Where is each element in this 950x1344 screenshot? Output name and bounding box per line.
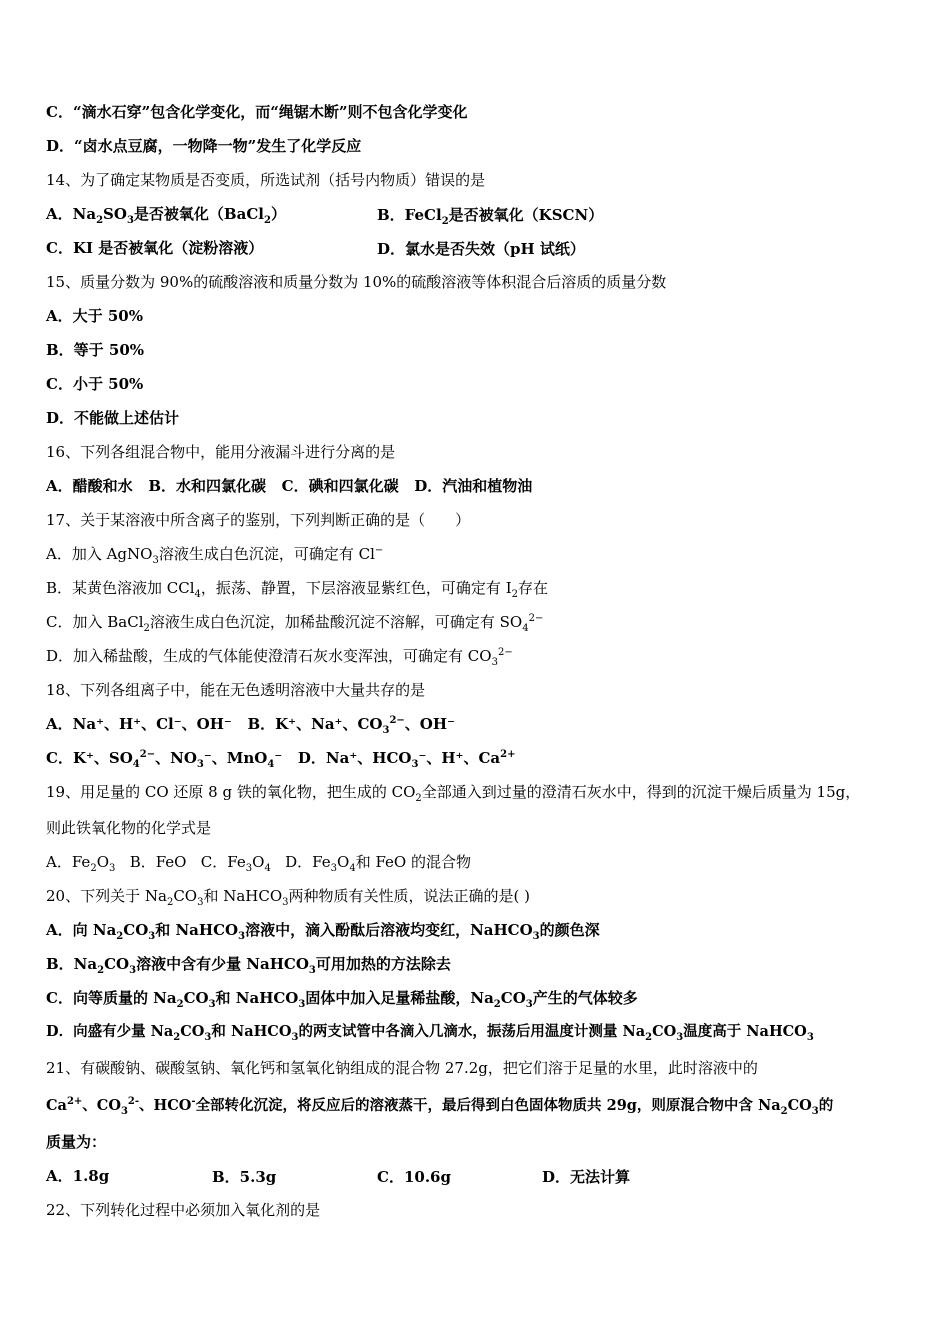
q15-option-a: A．大于 50% bbox=[46, 307, 143, 325]
q18-option-b: B．K⁺、Na⁺、$CO_3^{2-}$、OH⁻ bbox=[247, 715, 455, 736]
q19-stem-line2: 则此铁氧化物的化学式是 bbox=[46, 819, 212, 837]
q16-option-b: B．水和四氯化碳 bbox=[148, 477, 266, 495]
q15-stem: 15、质量分数为 90%的硫酸溶液和质量分数为 10%的硫酸溶液等体积混合后溶质的质量分数 bbox=[46, 273, 667, 291]
q14-stem: 14、为了确定某物质是否变质，所选试剂（括号内物质）错误的是 bbox=[46, 171, 486, 189]
q17-option-a: A．加入 AgNO$_3$溶液生成白色沉淀，可确定有 Cl− bbox=[46, 545, 384, 566]
q18-option-d: D．Na⁺、$HCO_3^-$、H⁺、$Ca^{2+}$ bbox=[297, 749, 516, 770]
q15-option-d: D．不能做上述估计 bbox=[46, 409, 180, 427]
q20-option-b: B．$Na_2CO_3$溶液中含有少量 NaHCO$_3$可用加热的方法除去 bbox=[46, 955, 451, 976]
q20-option-d: D．向盛有少量 $Na_2CO_3$和 NaHCO$_3$的两支试管中各滴入几滴水，振荡后用温度计测量 $Na_2CO_3$温度高于 NaHCO$_3$ bbox=[46, 1023, 814, 1043]
q20-option-a: A．向 $Na_2CO_3$和 NaHCO$_3$溶液中，滴入酚酞后溶液均变红，NaHCO$_3$的颜色深 bbox=[46, 921, 600, 942]
q14-option-b: B．FeCl$_2$是否被氧化（KSCN） bbox=[377, 206, 604, 227]
q17-option-d: D．加入稀盐酸，生成的气体能使澄清石灰水变浑浊，可确定有 $CO_3^{2-}$ bbox=[46, 647, 513, 668]
q16-option-d: D．汽油和植物油 bbox=[414, 477, 533, 495]
q16-options bbox=[46, 476, 532, 496]
q21-stem-line1: 21、有碳酸钠、碳酸氢钠、氧化钙和氢氧化钠组成的混合物 27.2g，把它们溶于足量的水里，此时溶液中的 bbox=[46, 1059, 758, 1077]
q15-option-c: C．小于 50% bbox=[46, 375, 144, 393]
q17-stem: 17、关于某溶液中所含离子的鉴别，下列判断正确的是（ ） bbox=[46, 511, 471, 529]
q21-option-a: A．1.8g bbox=[46, 1167, 110, 1185]
q21-stem-line3: 质量为： bbox=[46, 1133, 107, 1151]
q15-option-b: B．等于 50% bbox=[46, 341, 145, 359]
q22-stem: 22、下列转化过程中必须加入氧化剂的是 bbox=[46, 1201, 321, 1219]
q18-options-ab bbox=[46, 714, 455, 734]
q19-stem-line1: 19、用足量的 CO 还原 8 g 铁的氧化物，把生成的 $CO_2$全部通入到过量的澄清石灰水中，得到的沉淀干燥后质量为 15g， bbox=[46, 783, 861, 804]
q17-option-c: C．加入 BaCl$_2$溶液生成白色沉淀，加稀盐酸沉淀不溶解，可确定有 $SO_4^{2-}$ bbox=[46, 613, 544, 634]
q13-option-d: D．“卤水点豆腐，一物降一物”发生了化学反应 bbox=[46, 137, 362, 155]
q17-option-b: B．某黄色溶液加 CCl$_4$，振荡、静置，下层溶液显紫红色，可确定有 $I_2$存在 bbox=[46, 579, 549, 600]
q14-option-a: A．$Na_2SO_3$是否被氧化（BaCl$_2$） bbox=[46, 205, 286, 226]
q19-options bbox=[46, 852, 471, 872]
q16-option-a: A．醋酸和水 bbox=[46, 477, 133, 495]
q21-option-b: B．5.3g bbox=[212, 1168, 277, 1186]
q19-option-a: A．$Fe_2O_3$ bbox=[46, 853, 116, 874]
q18-option-a: A．Na⁺、H⁺、Cl⁻、OH⁻ bbox=[46, 715, 232, 733]
q21-option-c: C．10.6g bbox=[377, 1168, 451, 1186]
q16-option-c: C．碘和四氯化碳 bbox=[281, 477, 399, 495]
q14-option-c: C．KI 是否被氧化（淀粉溶液） bbox=[46, 239, 264, 257]
q18-options-cd bbox=[46, 748, 515, 768]
q13-option-c: C．“滴水石穿”包含化学变化，而“绳锯木断”则不包含化学变化 bbox=[46, 103, 468, 121]
q18-stem: 18、下列各组离子中，能在无色透明溶液中大量共存的是 bbox=[46, 681, 426, 699]
q20-option-c: C．向等质量的 $Na_2CO_3$和 NaHCO$_3$固体中加入足量稀盐酸，$Na_2CO_3$产生的气体较多 bbox=[46, 989, 638, 1010]
q19-option-c: C．$Fe_3O_4$ bbox=[200, 853, 271, 874]
q21-option-d: D．无法计算 bbox=[542, 1168, 631, 1186]
q16-stem: 16、下列各组混合物中，能用分液漏斗进行分离的是 bbox=[46, 443, 396, 461]
q19-option-b: B．FeO bbox=[129, 853, 187, 871]
q21-stem-line2: $Ca^{2+}$、$CO_3^{2-}$、HCO-全部转化沉淀，将反应后的溶液蒸干，最后得到白色固体物质共 29g，则原混合物中含 $Na_2CO_3$的 bbox=[46, 1096, 834, 1117]
q14-option-d: D．氯水是否失效（pH 试纸） bbox=[377, 240, 585, 258]
q18-option-c: C．K⁺、$SO_4^{2-}$、$NO_3^-$、MnO$_4$⁻ bbox=[46, 749, 283, 770]
q20-stem: 20、下列关于 $Na_2CO_3$和 NaHCO$_3$两种物质有关性质，说法正确的是( ) bbox=[46, 887, 531, 908]
q19-option-d: D．$Fe_3O_4$和 FeO 的混合物 bbox=[285, 853, 471, 874]
